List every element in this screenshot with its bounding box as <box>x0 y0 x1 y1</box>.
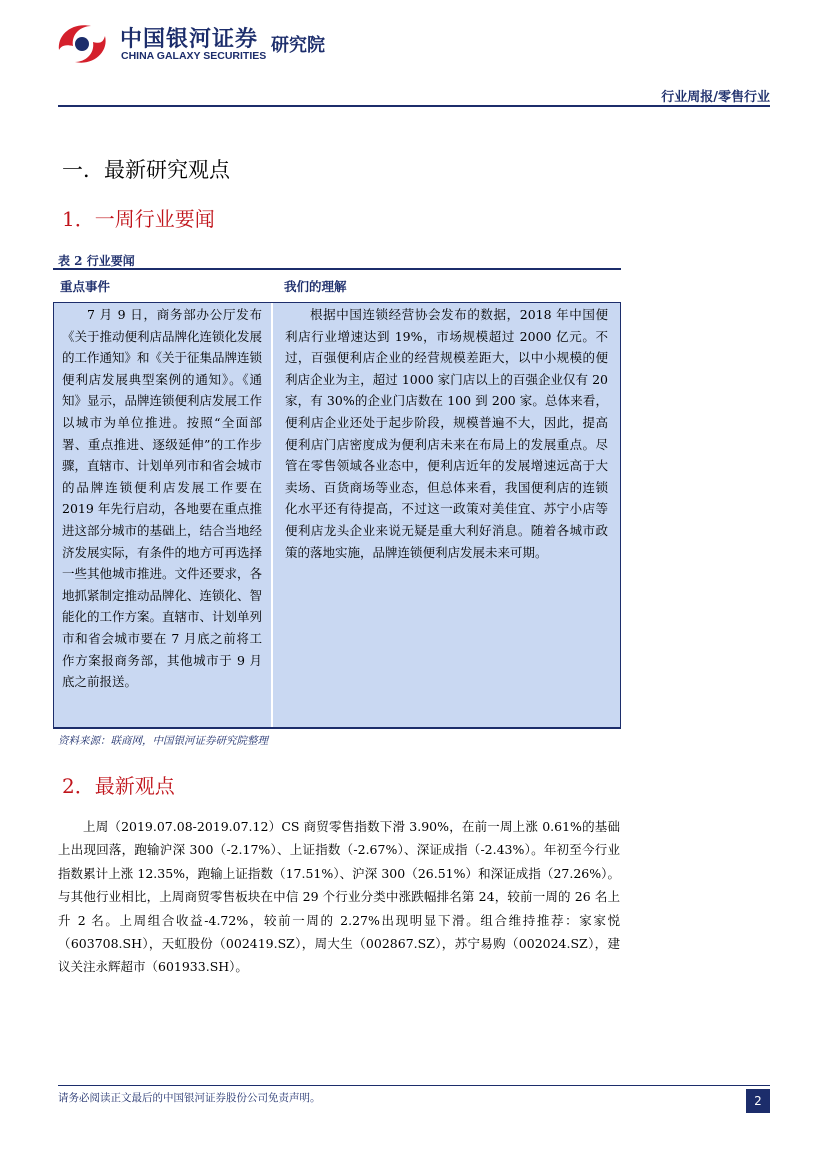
event-cell <box>53 303 273 727</box>
brand-name-en: CHINA GALAXY SECURITIES <box>121 50 267 62</box>
subsection-title-news: 1．一周行业要闻 <box>62 207 215 231</box>
brand-institute: 研究院 <box>271 35 325 56</box>
event-text: 7 月 9 日，商务部办公厅发布《关于推动便利店品牌化连锁化发展的工作通知》和《关于征集品牌连锁便利店发展典型案例的通知》。《通知》显示，品牌连锁便利店发展工作以城市为单位推进。按照“全面部署、重点推进、逐级延伸”的工作步骤，直辖市、计划单列市和省会城市的品牌连锁便利店发展工作要在 2019 年先行启动，各地要在重点推进这部分城市的基础上，结合当地经济发展实际，有条件的地方可再选择一些其他城市推进。文件还要求，各地抓紧制定推动品牌化、连锁化、智能化的工作方案。直辖市、计划单列市和省会城市要在 7 月底之前将工作方案报商务部，其他城市于 9 月底之前报送。 <box>62 307 263 690</box>
report-type-label: 行业周报/零售行业 <box>661 90 770 105</box>
subsection-title-views: 2．最新观点 <box>62 774 175 798</box>
table-caption: 表 2 行业要闻 <box>58 254 135 268</box>
understanding-text: 根据中国连锁经营协会发布的数据，2018 年中国便利店行业增速达到 19%，市场规模超过 2000 亿元。不过，百强便利店企业的经营规模差距大，以中小规模的便利店企业为主，超过 1000 家门店以上的百强企业仅有 20 家，有 30%的企业门店数在 100 到 200 家。总体来看，便利店企业还处于起步阶段，规模普遍不大，因此，提高便利店门店密度成为便利店未来在布局上的发展重点。尽管在零售领域各业态中，便利店近年的发展增速远高于大卖场、百货商场等业态，但总体来看，我国便利店的连锁化水平还有待提高，不过这一政策对美佳宜、苏宁小店等便利店龙头企业来说无疑是重大利好消息。随着各城市政策的落地实施，品牌连锁便利店发展未来可期。 <box>285 307 608 560</box>
latest-view-paragraph: 上周（2019.07.08-2019.07.12）CS 商贸零售指数下滑 3.90%，在前一周上涨 0.61%的基础上出现回落，跑输沪深 300（-2.17%）、上证指数（-2.67%）、深证成指（-2.43%）。年初至今行业指数累计上涨 12.35%，跑输上证指数（17.51%）、沪深 300（26.51%）和深证成指（27.26%）。与其他行业相比，上周商贸零售板块在中信 29 个行业分类中涨跌幅排名第 24，较前一周的 26 名上升 2 名。上周组合收益-4.72%，较前一周的 2.27%出现明显下滑。组合维持推荐：家家悦（603708.SH），天虹股份（002419.SZ），周大生（002867.SZ），苏宁易购（002024.SZ），建议关注永辉超市（601933.SH）。 <box>58 819 620 975</box>
page-number: 2 <box>746 1089 770 1113</box>
footer-disclaimer: 请务必阅读正文最后的中国银河证券股份公司免责声明。 <box>58 1092 321 1104</box>
column-header-event: 重点事件 <box>60 279 111 294</box>
galaxy-logo-icon <box>53 20 111 68</box>
understanding-cell <box>273 303 621 727</box>
header-divider <box>58 105 770 107</box>
table-row <box>53 303 621 729</box>
footer-divider <box>58 1085 770 1086</box>
table-header <box>53 268 621 303</box>
industry-news-table <box>53 268 621 729</box>
column-header-understanding: 我们的理解 <box>284 279 347 294</box>
section-title: 一．最新研究观点 <box>62 158 230 182</box>
table-source: 资料来源：联商网，中国银河证券研究院整理 <box>58 735 268 747</box>
brand-name-cn: 中国银河证券 <box>120 27 259 52</box>
